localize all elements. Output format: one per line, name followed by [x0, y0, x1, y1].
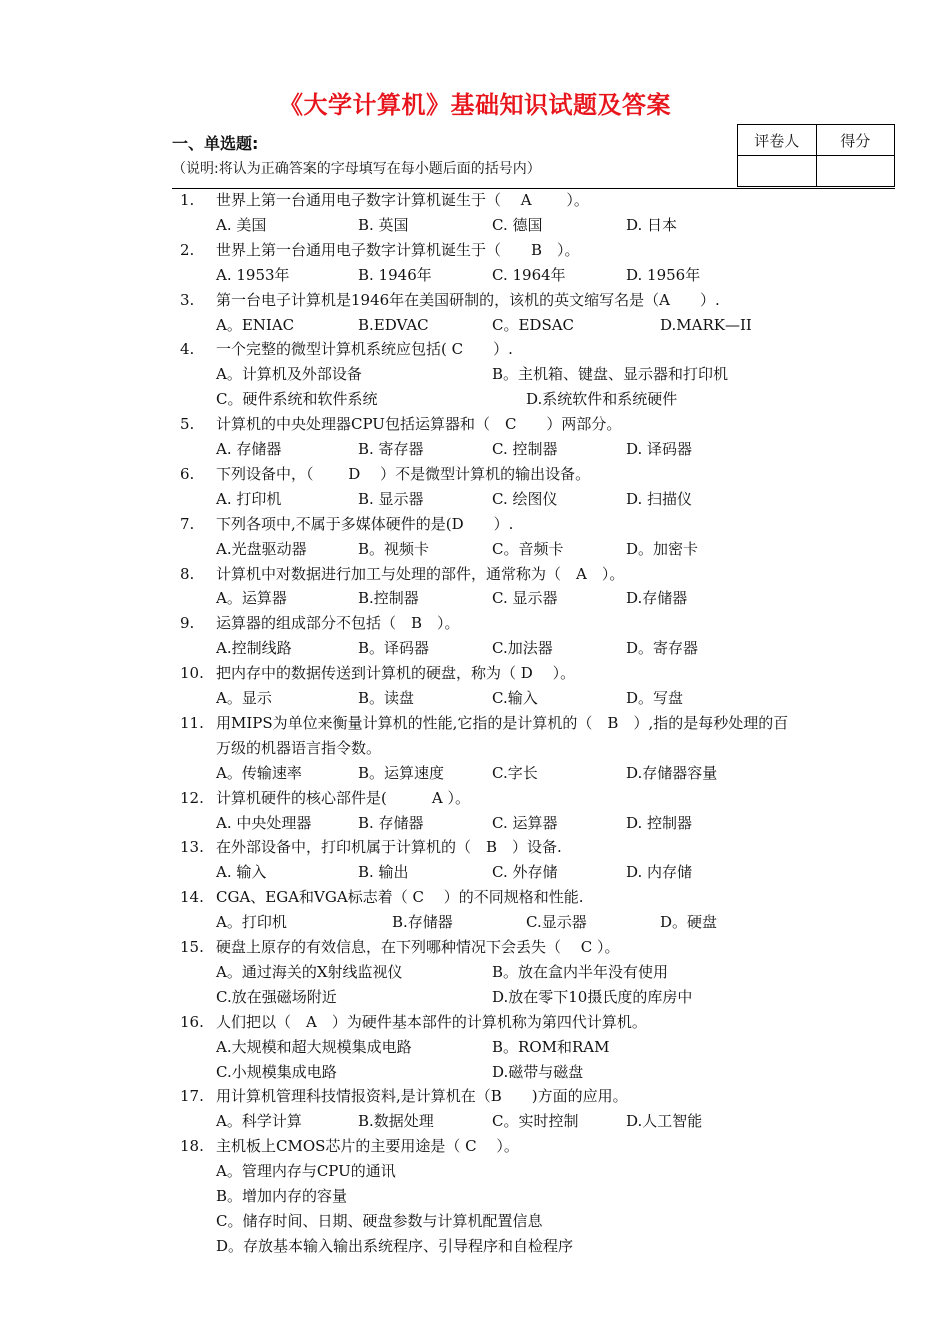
grader-header: 评卷人: [738, 125, 817, 156]
question-number: 10.: [180, 664, 204, 682]
answer-option: A。打印机: [216, 913, 287, 931]
question-text: 运算器的组成部分不包括（ B ）。: [216, 614, 460, 632]
answer-option: D.人工智能: [626, 1112, 703, 1130]
question-text: 主机板上CMOS芯片的主要用途是（ C ）。: [216, 1137, 519, 1155]
question-number: 5.: [180, 415, 195, 433]
answer-option: A.大规模和超大规模集成电路: [216, 1038, 412, 1056]
answer-option: B. 英国: [358, 216, 409, 234]
answer-option: C。音频卡: [492, 540, 564, 558]
answer-option: C.输入: [492, 689, 538, 707]
answer-option: A.控制线路: [216, 639, 292, 657]
question-text: CGA、EGA和VGA标志着（ C ）的不同规格和性能.: [216, 888, 584, 906]
answer-option: C. 1964年: [492, 266, 566, 284]
answer-option: A。管理内存与CPU的通讯: [216, 1162, 396, 1180]
question-number: 2.: [180, 241, 195, 259]
answer-option: A. 输入: [216, 863, 267, 881]
answer-option: A.光盘驱动器: [216, 540, 307, 558]
answer-option: D。寄存器: [626, 639, 699, 657]
answer-option: D. 1956年: [626, 266, 701, 284]
answer-option: B.存储器: [392, 913, 453, 931]
answer-option: D. 扫描仪: [626, 490, 693, 508]
question-text: 用MIPS为单位来衡量计算机的性能,它指的是计算机的（ B ）,指的是每秒处理的百: [216, 714, 789, 732]
answer-option: D。加密卡: [626, 540, 699, 558]
answer-option: C.显示器: [526, 913, 587, 931]
question-text: 硬盘上原存的有效信息，在下列哪种情况下会丢失（ C ）。: [216, 938, 620, 956]
answer-option: A。运算器: [216, 589, 287, 607]
answer-option: B.数据处理: [358, 1112, 434, 1130]
question-number: 6.: [180, 465, 195, 483]
question-number: 11.: [180, 714, 204, 732]
answer-option: C.小规模集成电路: [216, 1063, 337, 1081]
answer-option: C. 德国: [492, 216, 543, 234]
answer-option: B。增加内存的容量: [216, 1187, 348, 1205]
answer-option: A。显示: [216, 689, 272, 707]
answer-option: C. 运算器: [492, 814, 558, 832]
answer-option: B.控制器: [358, 589, 419, 607]
answer-option: A。通过海关的X射线监视仪: [216, 963, 403, 981]
answer-option: B。ROM和RAM: [492, 1038, 610, 1056]
answer-option: D. 控制器: [626, 814, 693, 832]
answer-option: D。硬盘: [660, 913, 718, 931]
answer-option: B. 存储器: [358, 814, 424, 832]
answer-option: B。运算速度: [358, 764, 445, 782]
question-text: 世界上第一台通用电子数字计算机诞生于（ A ）。: [216, 191, 589, 209]
section-divider: [172, 188, 895, 189]
question-text: 人们把以（ A ）为硬件基本部件的计算机称为第四代计算机。: [216, 1013, 647, 1031]
answer-option: C.放在强磁场附近: [216, 988, 337, 1006]
question-number: 8.: [180, 565, 195, 583]
answer-option: D。存放基本输入输出系统程序、引导程序和自检程序: [216, 1237, 574, 1255]
question-text: 在外部设备中，打印机属于计算机的（ B ）设备.: [216, 838, 562, 856]
answer-option: B。读盘: [358, 689, 415, 707]
answer-option: C。EDSAC: [492, 316, 575, 334]
answer-option: A。科学计算: [216, 1112, 302, 1130]
question-text: 一个完整的微型计算机系统应包括( C ）.: [216, 340, 513, 358]
question-text: 计算机硬件的核心部件是( A ）。: [216, 789, 470, 807]
question-text: 计算机中对数据进行加工与处理的部件，通常称为（ A ）。: [216, 565, 625, 583]
question-number: 15.: [180, 938, 204, 956]
question-number: 1.: [180, 191, 195, 209]
answer-option: B. 1946年: [358, 266, 432, 284]
question-text: 下列设备中，（ D ）不是微型计算机的输出设备。: [216, 465, 591, 483]
answer-option: D.放在零下10摄氏度的库房中: [492, 988, 693, 1006]
question-text: 把内存中的数据传送到计算机的硬盘，称为（ D ）。: [216, 664, 576, 682]
answer-option: B。译码器: [358, 639, 430, 657]
answer-option: A. 美国: [216, 216, 267, 234]
score-cell[interactable]: [816, 156, 895, 187]
question-number: 13.: [180, 838, 204, 856]
answer-option: C. 显示器: [492, 589, 558, 607]
answer-option: A。计算机及外部设备: [216, 365, 362, 383]
section-heading: 一、单选题:: [172, 134, 259, 153]
question-number: 3.: [180, 291, 195, 309]
answer-option: D。写盘: [626, 689, 684, 707]
question-number: 16.: [180, 1013, 204, 1031]
question-text: 计算机的中央处理器CPU包括运算器和（ C ）两部分。: [216, 415, 622, 433]
question-number: 7.: [180, 515, 195, 533]
question-number: 18.: [180, 1137, 204, 1155]
answer-option: C.加法器: [492, 639, 553, 657]
question-text: 下列各项中,不属于多媒体硬件的是(D ）.: [216, 515, 514, 533]
answer-option: A. 存储器: [216, 440, 282, 458]
answer-option: B. 寄存器: [358, 440, 424, 458]
answer-option: A. 1953年: [216, 266, 290, 284]
question-text: 世界上第一台通用电子数字计算机诞生于（ B ）。: [216, 241, 580, 259]
answer-option: D. 日本: [626, 216, 678, 234]
answer-option: C。硬件系统和软件系统: [216, 390, 378, 408]
question-text: 第一台电子计算机是1946年在美国研制的，该机的英文缩写名是（A ）.: [216, 291, 720, 309]
question-number: 12.: [180, 789, 204, 807]
answer-option: B. 输出: [358, 863, 409, 881]
answer-option: C。储存时间、日期、硬盘参数与计算机配置信息: [216, 1212, 543, 1230]
score-table: [737, 124, 895, 187]
question-number: 14.: [180, 888, 204, 906]
answer-option: A。ENIAC: [216, 316, 295, 334]
answer-option: D.系统软件和系统硬件: [526, 390, 678, 408]
question-number: 17.: [180, 1087, 204, 1105]
answer-option: B.EDVAC: [358, 316, 429, 334]
answer-option: D.存储器容量: [626, 764, 718, 782]
answer-option: C. 控制器: [492, 440, 558, 458]
answer-option: B. 显示器: [358, 490, 424, 508]
answer-option: C。实时控制: [492, 1112, 579, 1130]
answer-option: D.存储器: [626, 589, 688, 607]
score-header: 得分: [816, 125, 895, 156]
answer-option: D. 译码器: [626, 440, 693, 458]
answer-option: B。放在盒内半年没有使用: [492, 963, 669, 981]
answer-option: C.字长: [492, 764, 538, 782]
answer-option: B。主机箱、键盘、显示器和打印机: [492, 365, 729, 383]
question-text: 用计算机管理科技情报资料,是计算机在（B )方面的应用。: [216, 1087, 628, 1105]
document-title: 《大学计算机》基础知识试题及答案: [279, 91, 671, 119]
grader-cell[interactable]: [738, 156, 817, 187]
answer-option: 万级的机器语言指令数。: [216, 739, 382, 757]
answer-option: A。传输速率: [216, 764, 302, 782]
question-number: 9.: [180, 614, 195, 632]
answer-option: D.MARK—II: [660, 316, 752, 334]
answer-option: A. 打印机: [216, 490, 282, 508]
question-number: 4.: [180, 340, 195, 358]
section-instruction: （说明:将认为正确答案的字母填写在每小题后面的括号内）: [172, 161, 541, 177]
answer-option: D. 内存储: [626, 863, 693, 881]
answer-option: D.磁带与磁盘: [492, 1063, 584, 1081]
answer-option: C. 绘图仪: [492, 490, 558, 508]
answer-option: C. 外存储: [492, 863, 558, 881]
answer-option: B。视频卡: [358, 540, 430, 558]
answer-option: A. 中央处理器: [216, 814, 312, 832]
